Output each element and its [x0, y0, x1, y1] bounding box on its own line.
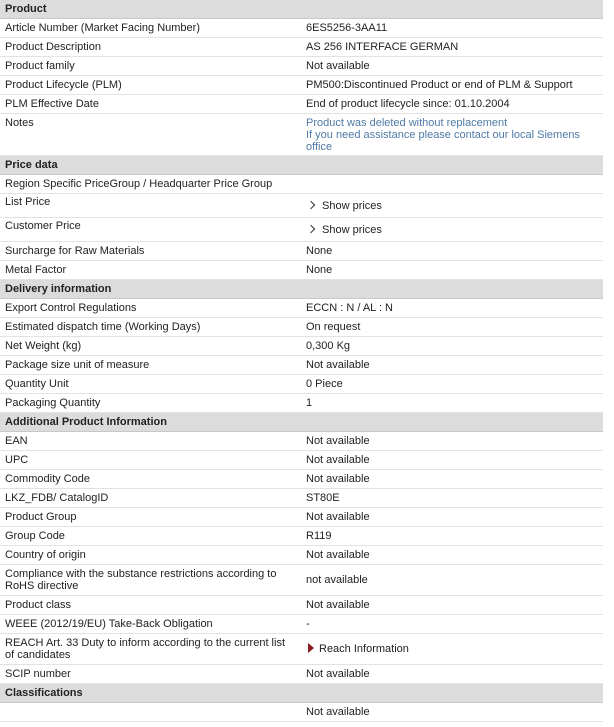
row-value: Not available — [300, 432, 603, 451]
row-value — [300, 634, 603, 665]
row-label: WEEE (2012/19/EU) Take-Back Obligation — [0, 615, 300, 634]
row-value: AS 256 INTERFACE GERMAN — [300, 38, 603, 57]
row-country-of-origin — [0, 546, 603, 565]
row-label: Net Weight (kg) — [0, 337, 300, 356]
row-dispatch-time — [0, 318, 603, 337]
chevron-right-icon — [307, 224, 315, 232]
row-value: 0,300 Kg — [300, 337, 603, 356]
row-value: ECCN : N / AL : N — [300, 299, 603, 318]
row-value: Not available — [300, 451, 603, 470]
row-label: Product class — [0, 596, 300, 615]
row-value — [300, 218, 603, 242]
section-title: Product — [0, 0, 603, 19]
row-value: None — [300, 261, 603, 280]
row-label: Customer Price — [0, 218, 300, 242]
row-value: None — [300, 242, 603, 261]
row-value: PM500:Discontinued Product or end of PLM & Support — [300, 76, 603, 95]
row-commodity-code — [0, 470, 603, 489]
row-value: ST80E — [300, 489, 603, 508]
row-label: List Price — [0, 194, 300, 218]
row-label: Export Control Regulations — [0, 299, 300, 318]
row-value: Not available — [300, 596, 603, 615]
row-label: Metal Factor — [0, 261, 300, 280]
row-label: Article Number (Market Facing Number) — [0, 19, 300, 38]
row-value: Not available — [300, 57, 603, 76]
row-rohs-compliance — [0, 565, 603, 596]
row-label: Packaging Quantity — [0, 394, 300, 413]
row-label: Region Specific PriceGroup / Headquarter Price Group — [0, 175, 603, 194]
row-label: REACH Art. 33 Duty to inform according to the current list of candidates — [0, 634, 300, 665]
notes-line: If you need assistance please contact our local Siemens office — [306, 129, 580, 153]
row-customer-price — [0, 218, 603, 242]
row-label: Country of origin — [0, 546, 300, 565]
link-label: Show prices — [322, 199, 382, 212]
section-title: Additional Product Information — [0, 413, 603, 432]
row-package-size — [0, 356, 603, 375]
row-upc — [0, 451, 603, 470]
row-product-group — [0, 508, 603, 527]
row-label: SCIP number — [0, 665, 300, 684]
row-value: 0 Piece — [300, 375, 603, 394]
row-quantity-unit — [0, 375, 603, 394]
row-label: Surcharge for Raw Materials — [0, 242, 300, 261]
row-value: Not available — [300, 470, 603, 489]
row-weee — [0, 615, 603, 634]
row-label: Product Lifecycle (PLM) — [0, 76, 300, 95]
section-additional-info — [0, 413, 603, 432]
row-value: End of product lifecycle since: 01.10.2004 — [300, 95, 603, 114]
row-classifications — [0, 703, 603, 722]
link-label: Reach Information — [319, 643, 409, 655]
row-product-class — [0, 596, 603, 615]
link-label: Show prices — [322, 223, 382, 236]
row-value: not available — [300, 565, 603, 596]
row-export-control — [0, 299, 603, 318]
row-value: R119 — [300, 527, 603, 546]
row-value: On request — [300, 318, 603, 337]
row-product-family — [0, 57, 603, 76]
show-customer-prices-link[interactable] — [306, 224, 382, 236]
row-product-lifecycle — [0, 76, 603, 95]
row-metal-factor — [0, 261, 603, 280]
section-title: Classifications — [0, 684, 603, 703]
row-label: Group Code — [0, 527, 300, 546]
row-reach — [0, 634, 603, 665]
row-notes — [0, 114, 603, 156]
triangle-right-icon — [308, 643, 314, 653]
section-delivery — [0, 280, 603, 299]
row-label: LKZ_FDB/ CatalogID — [0, 489, 300, 508]
row-label: Notes — [0, 114, 300, 156]
row-region-price-group — [0, 175, 603, 194]
row-label: Product family — [0, 57, 300, 76]
row-label: Product Group — [0, 508, 300, 527]
row-plm-effective-date — [0, 95, 603, 114]
row-label: Estimated dispatch time (Working Days) — [0, 318, 300, 337]
row-label: UPC — [0, 451, 300, 470]
notes-line: Product was deleted without replacement — [306, 117, 508, 129]
section-price-data — [0, 156, 603, 175]
section-classifications — [0, 684, 603, 703]
section-title: Price data — [0, 156, 603, 175]
row-label: Compliance with the substance restrictions according to RoHS directive — [0, 565, 300, 596]
section-product — [0, 0, 603, 19]
row-list-price — [0, 194, 603, 218]
row-label: EAN — [0, 432, 300, 451]
section-title: Delivery information — [0, 280, 603, 299]
row-value: 1 — [300, 394, 603, 413]
row-value: 6ES5256-3AA11 — [300, 19, 603, 38]
row-ean — [0, 432, 603, 451]
row-lkz-catalog-id — [0, 489, 603, 508]
show-list-prices-link[interactable] — [306, 200, 382, 212]
row-net-weight — [0, 337, 603, 356]
row-label: Product Description — [0, 38, 300, 57]
row-value: Not available — [300, 356, 603, 375]
row-value — [300, 194, 603, 218]
row-article-number — [0, 19, 603, 38]
row-label — [0, 703, 300, 722]
chevron-right-icon — [307, 200, 315, 208]
notes-value — [300, 114, 603, 156]
row-value: Not available — [300, 508, 603, 527]
row-packaging-quantity — [0, 394, 603, 413]
row-group-code — [0, 527, 603, 546]
row-scip-number — [0, 665, 603, 684]
row-label: Commodity Code — [0, 470, 300, 489]
row-value: Not available — [300, 546, 603, 565]
row-product-description — [0, 38, 603, 57]
row-value: - — [300, 615, 603, 634]
row-label: Package size unit of measure — [0, 356, 300, 375]
row-label: PLM Effective Date — [0, 95, 300, 114]
row-surcharge — [0, 242, 603, 261]
row-value: Not available — [300, 665, 603, 684]
row-value: Not available — [300, 703, 603, 722]
reach-information-link[interactable] — [300, 643, 409, 655]
row-label: Quantity Unit — [0, 375, 300, 394]
